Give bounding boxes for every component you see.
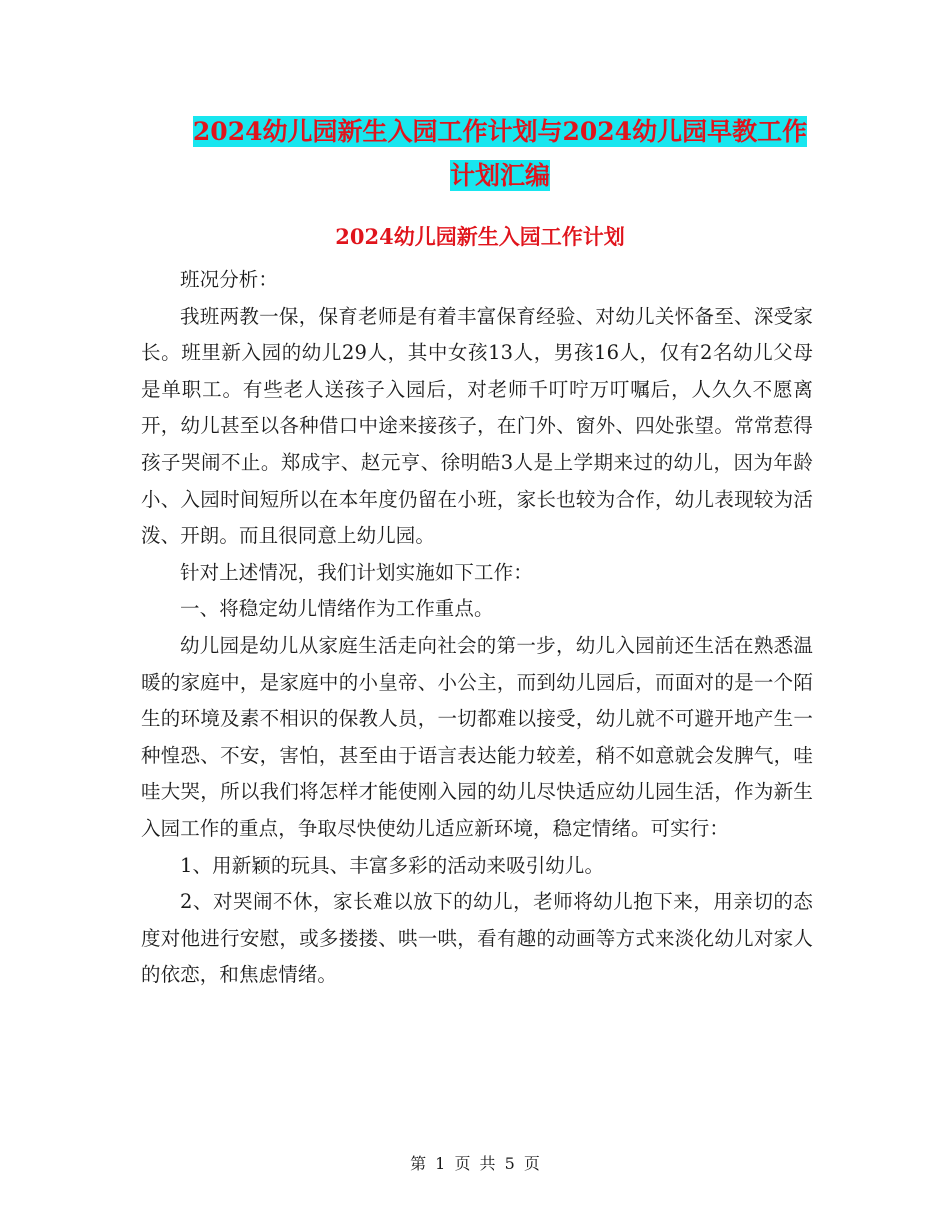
paragraph: 班况分析： — [180, 268, 279, 291]
page-footer: 第 1 页 共 5 页 — [410, 1154, 540, 1173]
paragraph: 1、用新颖的玩具、丰富多彩的活动来吸引幼儿。 — [180, 853, 605, 877]
document-body — [141, 262, 813, 994]
document-title — [130, 110, 870, 198]
document-title-line-1: 2024幼儿园新生入园工作计划与2024幼儿园早教工作 — [192, 117, 808, 146]
paragraph: 我班两教一保，保育老师是有着丰富保育经验、对幼儿关怀备至、深受家长。班里新入园的幼儿29人，其中女孩13人，男孩16人，仅有2名幼儿父母是单职工。有些老人送孩子入园后，对老师千叮咛万叮嘱后，人久久不愿离开，幼儿甚至以各种借口中途来接孩子，在门外、窗外、四处张望。常常惹得孩子哭闹不止。郑成宇、赵元亨、徐明皓3人是上学期来过的幼儿，因为年龄小、入园时间短所以在本年度仍留在小班，家长也较为合作，幼儿表现较为活泼、开朗。而且很同意上幼儿园。 — [141, 304, 813, 548]
paragraph: 2、对哭闹不休，家长难以放下的幼儿，老师将幼儿抱下来，用亲切的态度对他进行安慰，或多搂搂、哄一哄，看有趣的动画等方式来淡化幼儿对家人的依恋，和焦虑情绪。 — [141, 890, 813, 987]
paragraph: 针对上述情况，我们计划实施如下工作： — [180, 560, 533, 584]
document-title-line-2: 计划汇编 — [449, 161, 550, 190]
paragraph: 一、将稳定幼儿情绪作为工作重点。 — [180, 597, 494, 621]
section-title: 2024幼儿园新生入园工作计划 — [335, 224, 625, 249]
paragraph: 幼儿园是幼儿从家庭生活走向社会的第一步，幼儿入园前还生活在熟悉温暖的家庭中，是家庭中的小皇帝、小公主，而到幼儿园后，而面对的是一个陌生的环境及素不相识的保教人员，一切都难以接受，幼儿就不可避开地产生一种惶恐、不安，害怕，甚至由于语言表达能力较差，稍不如意就会发脾气，哇哇大哭，所以我们将怎样才能使刚入园的幼儿尽快适应幼儿园生活，作为新生入园工作的重点，争取尽快使幼儿适应新环境，稳定情绪。可实行： — [141, 633, 813, 840]
